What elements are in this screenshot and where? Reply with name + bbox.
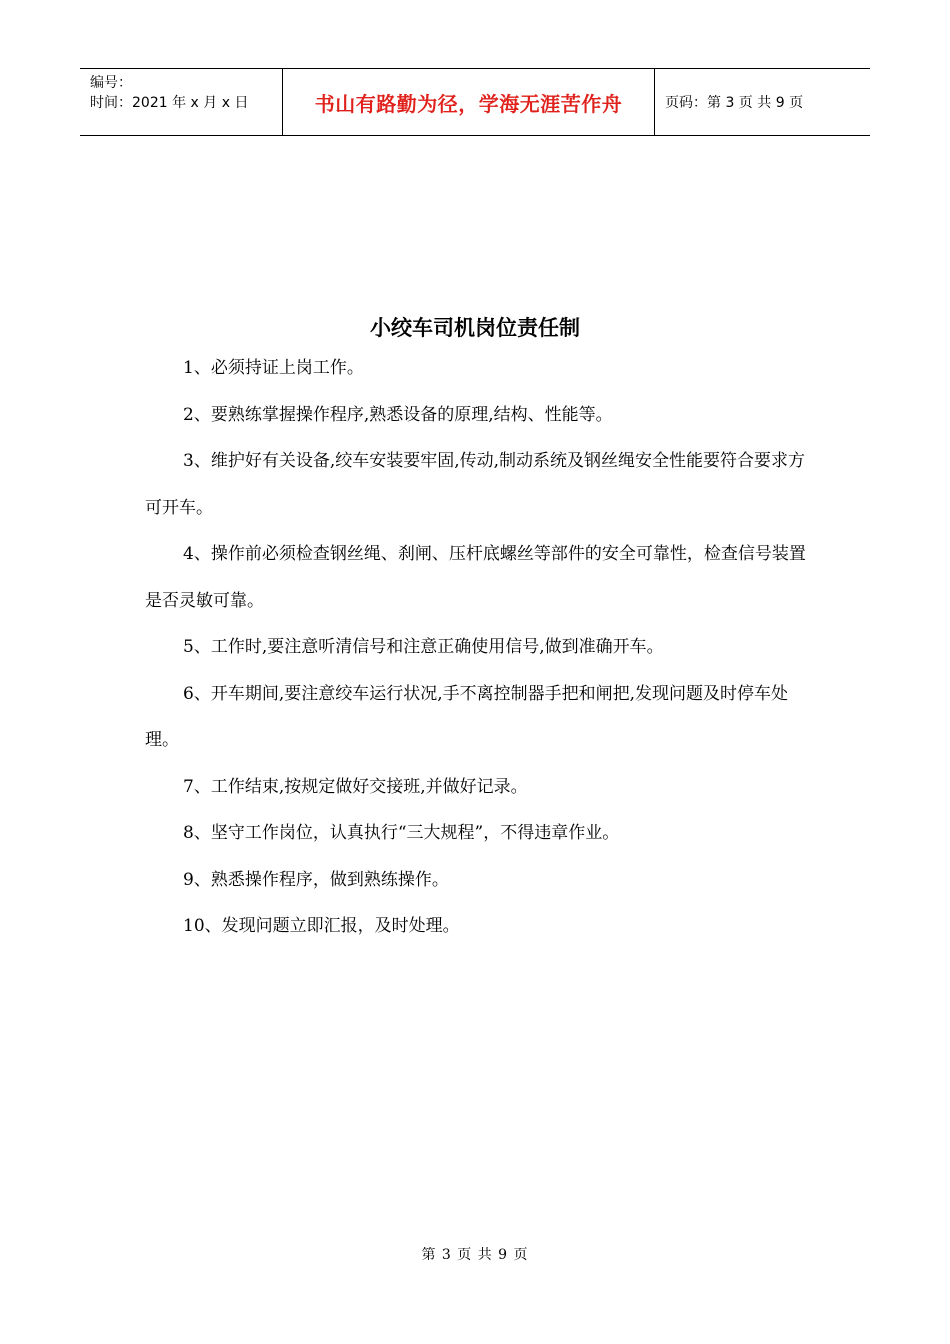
- time-label: 时间：2021 年 x 月 x 日: [90, 95, 249, 111]
- header-page-info: 页码：第 3 页 共 9 页: [665, 95, 804, 111]
- paragraph-4: 4、操作前必须检查钢丝绳、刹闸、压杆底螺丝等部件的安全可靠性，检查信号装置是否灵敏可靠。: [145, 544, 806, 611]
- paragraph-3: 3、维护好有关设备,绞车安装要牢固,传动,制动系统及钢丝绳安全性能要符合要求方可开车。: [145, 451, 806, 518]
- paragraph-1: 1、必须持证上岗工作。: [183, 358, 364, 378]
- number-label: 编号：: [90, 75, 132, 91]
- paragraph-6: 6、开车期间,要注意绞车运行状况,手不离控制器手把和闸把,发现问题及时停车处理。: [145, 683, 789, 750]
- paragraph-8: 8、坚守工作岗位，认真执行“三大规程”，不得违章作业。: [183, 823, 620, 843]
- header-motto: 书山有路勤为径，学海无涯苦作舟: [282, 69, 655, 135]
- page-footer: 第 3 页 共 9 页: [421, 1247, 529, 1263]
- paragraph-10: 10、发现问题立即汇报，及时处理。: [183, 916, 460, 936]
- document-header: [80, 68, 870, 136]
- document-title: 小绞车司机岗位责任制: [370, 316, 580, 340]
- paragraph-2: 2、要熟练掌握操作程序,熟悉设备的原理,结构、性能等。: [183, 404, 613, 425]
- paragraph-9: 9、熟悉操作程序，做到熟练操作。: [183, 869, 449, 890]
- paragraph-5: 5、工作时,要注意听清信号和注意正确使用信号,做到准确开车。: [183, 637, 664, 657]
- paragraph-7: 7、工作结束,按规定做好交接班,并做好记录。: [183, 776, 528, 797]
- document-body: [145, 345, 815, 950]
- header-meta: [80, 69, 282, 135]
